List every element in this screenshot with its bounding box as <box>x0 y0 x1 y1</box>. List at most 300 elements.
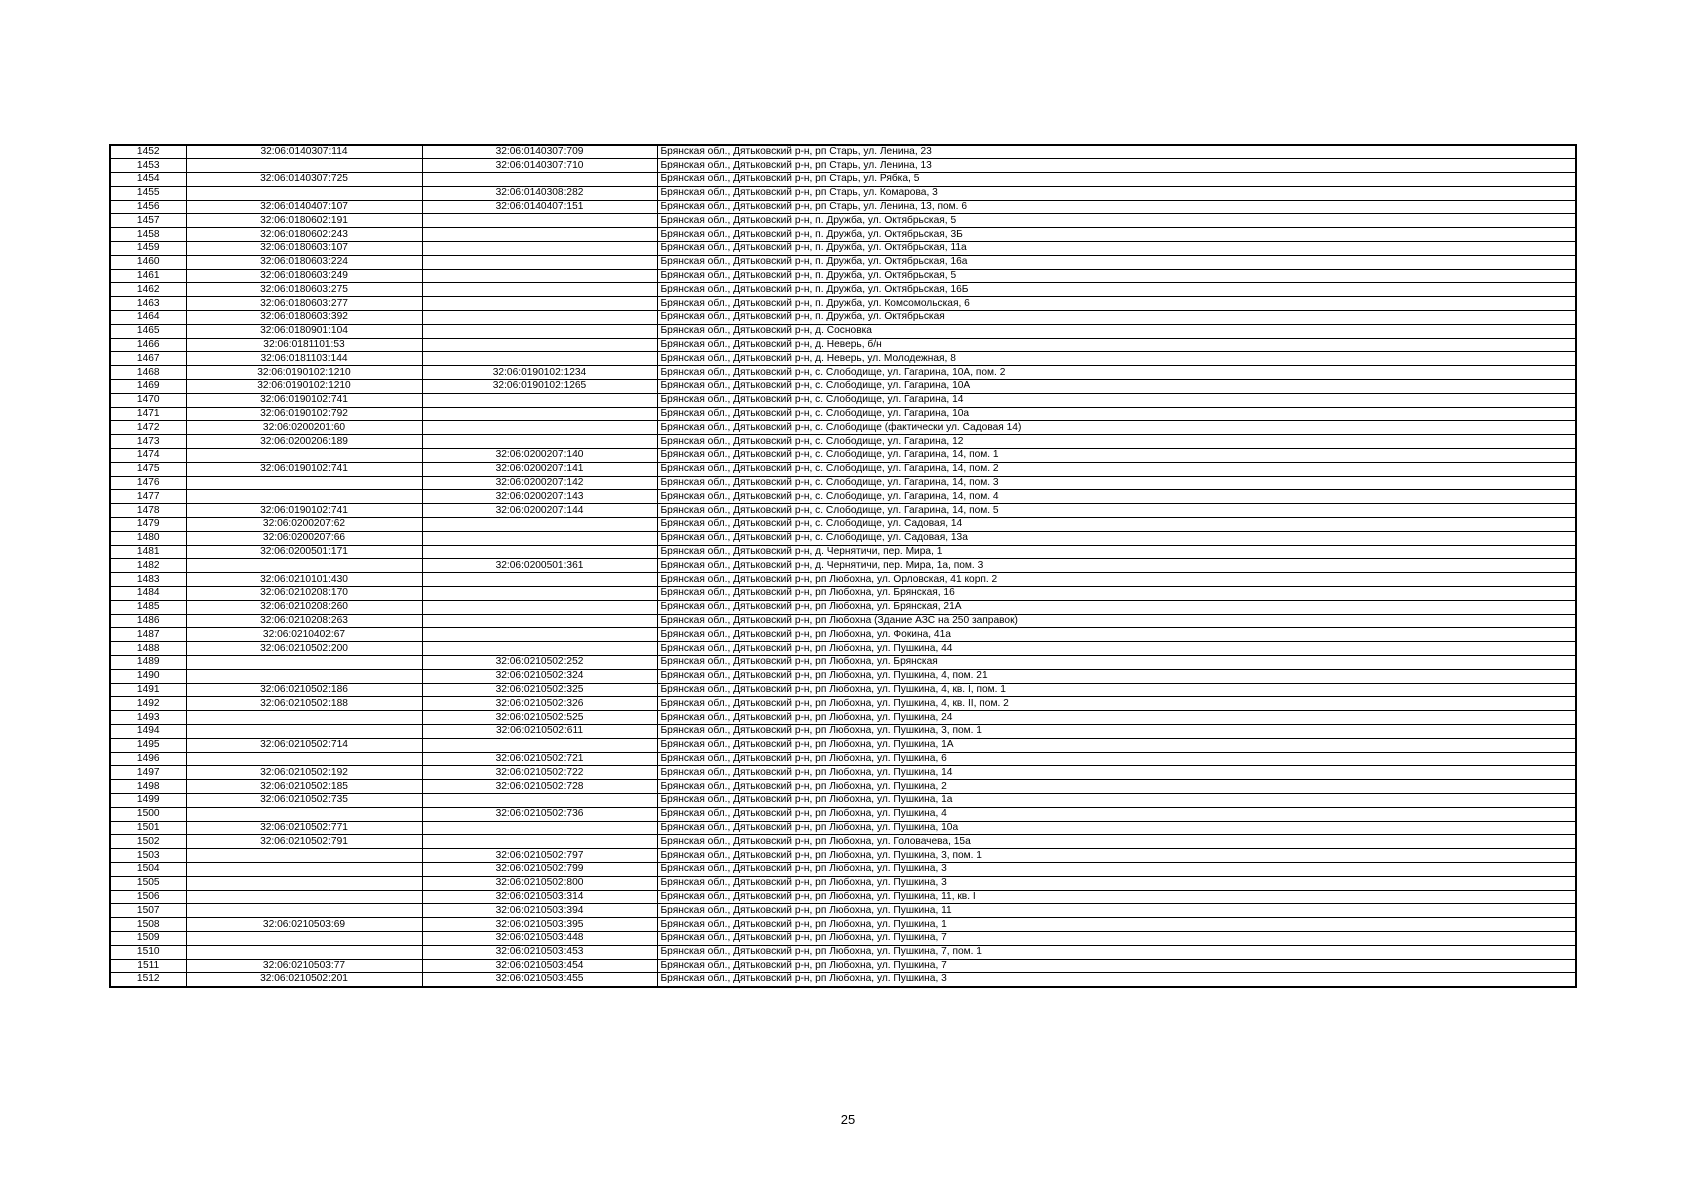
address-cell: Брянская обл., Дятьковский р-н, с. Слободище, ул. Садовая, 14 <box>657 518 1576 532</box>
land-cadastral-number-cell: 32:06:0210502:735 <box>186 793 422 807</box>
address-cell: Брянская обл., Дятьковский р-н, д. Неверь, б/н <box>657 338 1576 352</box>
address-cell: Брянская обл., Дятьковский р-н, рп Любохна, ул. Брянская <box>657 655 1576 669</box>
land-cadastral-number-cell: 32:06:0181101:53 <box>186 338 422 352</box>
table-row <box>110 283 1576 297</box>
row-number-cell: 1475 <box>110 462 186 476</box>
table-row <box>110 890 1576 904</box>
table-row <box>110 159 1576 173</box>
land-cadastral-number-cell: 32:06:0180603:107 <box>186 242 422 256</box>
address-cell: Брянская обл., Дятьковский р-н, рп Любохна, ул. Пушкина, 7 <box>657 931 1576 945</box>
address-cell: Брянская обл., Дятьковский р-н, с. Слободище, ул. Гагарина, 14, пом. 1 <box>657 449 1576 463</box>
row-number-cell: 1458 <box>110 228 186 242</box>
address-cell: Брянская обл., Дятьковский р-н, рп Любохна, ул. Пушкина, 4, кв. I, пом. 1 <box>657 683 1576 697</box>
address-cell: Брянская обл., Дятьковский р-н, рп Любохна, ул. Фокина, 41а <box>657 628 1576 642</box>
building-cadastral-number-cell: 32:06:0190102:1265 <box>422 380 657 394</box>
table-row <box>110 324 1576 338</box>
table-row <box>110 614 1576 628</box>
building-cadastral-number-cell <box>422 531 657 545</box>
row-number-cell: 1505 <box>110 876 186 890</box>
table-row <box>110 449 1576 463</box>
row-number-cell: 1498 <box>110 780 186 794</box>
land-cadastral-number-cell: 32:06:0200201:60 <box>186 421 422 435</box>
address-cell: Брянская обл., Дятьковский р-н, рп Любохна, ул. Пушкина, 4, кв. II, пом. 2 <box>657 697 1576 711</box>
row-number-cell: 1488 <box>110 642 186 656</box>
building-cadastral-number-cell <box>422 600 657 614</box>
row-number-cell: 1476 <box>110 476 186 490</box>
address-cell: Брянская обл., Дятьковский р-н, рп Любохна, ул. Брянская, 21А <box>657 600 1576 614</box>
building-cadastral-number-cell <box>422 297 657 311</box>
row-number-cell: 1478 <box>110 504 186 518</box>
land-cadastral-number-cell: 32:06:0190102:741 <box>186 504 422 518</box>
table-row <box>110 297 1576 311</box>
address-cell: Брянская обл., Дятьковский р-н, рп Любохна, ул. Пушкина, 11, кв. I <box>657 890 1576 904</box>
building-cadastral-number-cell <box>422 573 657 587</box>
land-cadastral-number-cell: 32:06:0180603:224 <box>186 255 422 269</box>
address-cell: Брянская обл., Дятьковский р-н, с. Слободище, ул. Гагарина, 14, пом. 5 <box>657 504 1576 518</box>
building-cadastral-number-cell <box>422 407 657 421</box>
land-cadastral-number-cell: 32:06:0180603:277 <box>186 297 422 311</box>
land-cadastral-number-cell <box>186 559 422 573</box>
table-row <box>110 628 1576 642</box>
table-row <box>110 752 1576 766</box>
address-cell: Брянская обл., Дятьковский р-н, рп Старь, ул. Ленина, 13, пом. 6 <box>657 200 1576 214</box>
address-cell: Брянская обл., Дятьковский р-н, рп Любохна, ул. Пушкина, 4 <box>657 807 1576 821</box>
address-cell: Брянская обл., Дятьковский р-н, с. Слободище, ул. Гагарина, 10А, пом. 2 <box>657 366 1576 380</box>
land-cadastral-number-cell: 32:06:0210503:77 <box>186 959 422 973</box>
building-cadastral-number-cell: 32:06:0210502:721 <box>422 752 657 766</box>
table-row <box>110 683 1576 697</box>
table-row <box>110 835 1576 849</box>
address-cell: Брянская обл., Дятьковский р-н, рп Любохна, ул. Пушкина, 2 <box>657 780 1576 794</box>
building-cadastral-number-cell <box>422 242 657 256</box>
building-cadastral-number-cell <box>422 421 657 435</box>
row-number-cell: 1482 <box>110 559 186 573</box>
row-number-cell: 1507 <box>110 904 186 918</box>
row-number-cell: 1457 <box>110 214 186 228</box>
land-cadastral-number-cell: 32:06:0210502:185 <box>186 780 422 794</box>
land-cadastral-number-cell: 32:06:0210502:200 <box>186 642 422 656</box>
building-cadastral-number-cell <box>422 311 657 325</box>
building-cadastral-number-cell: 32:06:0200501:361 <box>422 559 657 573</box>
address-cell: Брянская обл., Дятьковский р-н, п. Дружба, ул. Октябрьская, 16Б <box>657 283 1576 297</box>
building-cadastral-number-cell: 32:06:0210502:525 <box>422 711 657 725</box>
building-cadastral-number-cell <box>422 793 657 807</box>
table-row <box>110 186 1576 200</box>
row-number-cell: 1508 <box>110 918 186 932</box>
address-cell: Брянская обл., Дятьковский р-н, рп Любохна, ул. Пушкина, 4, пом. 21 <box>657 669 1576 683</box>
building-cadastral-number-cell <box>422 393 657 407</box>
row-number-cell: 1493 <box>110 711 186 725</box>
table-row <box>110 490 1576 504</box>
row-number-cell: 1487 <box>110 628 186 642</box>
land-cadastral-number-cell: 32:06:0210402:67 <box>186 628 422 642</box>
building-cadastral-number-cell <box>422 269 657 283</box>
registry-table-body <box>110 145 1576 987</box>
address-cell: Брянская обл., Дятьковский р-н, п. Дружба, ул. Октябрьская, 3Б <box>657 228 1576 242</box>
building-cadastral-number-cell: 32:06:0200207:141 <box>422 462 657 476</box>
address-cell: Брянская обл., Дятьковский р-н, рп Любохна, ул. Пушкина, 11 <box>657 904 1576 918</box>
table-row <box>110 366 1576 380</box>
building-cadastral-number-cell <box>422 214 657 228</box>
table-row <box>110 407 1576 421</box>
land-cadastral-number-cell: 32:06:0200207:62 <box>186 518 422 532</box>
building-cadastral-number-cell <box>422 435 657 449</box>
land-cadastral-number-cell: 32:06:0210502:186 <box>186 683 422 697</box>
building-cadastral-number-cell: 32:06:0210502:797 <box>422 849 657 863</box>
land-cadastral-number-cell: 32:06:0200206:189 <box>186 435 422 449</box>
row-number-cell: 1466 <box>110 338 186 352</box>
row-number-cell: 1470 <box>110 393 186 407</box>
table-row <box>110 352 1576 366</box>
land-cadastral-number-cell <box>186 711 422 725</box>
table-row <box>110 711 1576 725</box>
land-cadastral-number-cell: 32:06:0180901:104 <box>186 324 422 338</box>
table-row <box>110 931 1576 945</box>
table-row <box>110 669 1576 683</box>
land-cadastral-number-cell: 32:06:0210101:430 <box>186 573 422 587</box>
table-row <box>110 173 1576 187</box>
row-number-cell: 1485 <box>110 600 186 614</box>
table-row <box>110 573 1576 587</box>
land-cadastral-number-cell: 32:06:0180602:191 <box>186 214 422 228</box>
row-number-cell: 1496 <box>110 752 186 766</box>
building-cadastral-number-cell: 32:06:0210503:453 <box>422 945 657 959</box>
row-number-cell: 1490 <box>110 669 186 683</box>
address-cell: Брянская обл., Дятьковский р-н, рп Любохна, ул. Пушкина, 1 <box>657 918 1576 932</box>
row-number-cell: 1502 <box>110 835 186 849</box>
land-cadastral-number-cell <box>186 186 422 200</box>
address-cell: Брянская обл., Дятьковский р-н, п. Дружба, ул. Октябрьская, 16а <box>657 255 1576 269</box>
building-cadastral-number-cell: 32:06:0190102:1234 <box>422 366 657 380</box>
land-cadastral-number-cell <box>186 449 422 463</box>
land-cadastral-number-cell <box>186 724 422 738</box>
row-number-cell: 1481 <box>110 545 186 559</box>
row-number-cell: 1474 <box>110 449 186 463</box>
address-cell: Брянская обл., Дятьковский р-н, рп Любохна, ул. Пушкина, 10а <box>657 821 1576 835</box>
building-cadastral-number-cell <box>422 835 657 849</box>
row-number-cell: 1454 <box>110 173 186 187</box>
row-number-cell: 1494 <box>110 724 186 738</box>
land-cadastral-number-cell: 32:06:0190102:1210 <box>186 366 422 380</box>
land-cadastral-number-cell: 32:06:0140407:107 <box>186 200 422 214</box>
land-cadastral-number-cell: 32:06:0210503:69 <box>186 918 422 932</box>
property-registry-table <box>109 144 1577 988</box>
building-cadastral-number-cell: 32:06:0210502:611 <box>422 724 657 738</box>
land-cadastral-number-cell: 32:06:0180603:249 <box>186 269 422 283</box>
table-row <box>110 380 1576 394</box>
building-cadastral-number-cell: 32:06:0210502:722 <box>422 766 657 780</box>
table-row <box>110 462 1576 476</box>
table-row <box>110 959 1576 973</box>
address-cell: Брянская обл., Дятьковский р-н, рп Любохна, ул. Орловская, 41 корп. 2 <box>657 573 1576 587</box>
land-cadastral-number-cell <box>186 655 422 669</box>
address-cell: Брянская обл., Дятьковский р-н, рп Любохна, ул. Пушкина, 3, пом. 1 <box>657 849 1576 863</box>
row-number-cell: 1480 <box>110 531 186 545</box>
address-cell: Брянская обл., Дятьковский р-н, с. Слободище (фактически ул. Садовая 14) <box>657 421 1576 435</box>
table-row <box>110 849 1576 863</box>
land-cadastral-number-cell: 32:06:0140307:725 <box>186 173 422 187</box>
building-cadastral-number-cell <box>422 545 657 559</box>
row-number-cell: 1495 <box>110 738 186 752</box>
row-number-cell: 1489 <box>110 655 186 669</box>
table-row <box>110 200 1576 214</box>
address-cell: Брянская обл., Дятьковский р-н, рп Любохна, ул. Головачева, 15а <box>657 835 1576 849</box>
building-cadastral-number-cell: 32:06:0140407:151 <box>422 200 657 214</box>
land-cadastral-number-cell: 32:06:0210502:714 <box>186 738 422 752</box>
row-number-cell: 1465 <box>110 324 186 338</box>
building-cadastral-number-cell: 32:06:0210503:448 <box>422 931 657 945</box>
address-cell: Брянская обл., Дятьковский р-н, рп Старь, ул. Комарова, 3 <box>657 186 1576 200</box>
address-cell: Брянская обл., Дятьковский р-н, рп Старь, ул. Рябка, 5 <box>657 173 1576 187</box>
address-cell: Брянская обл., Дятьковский р-н, п. Дружба, ул. Октябрьская, 5 <box>657 214 1576 228</box>
building-cadastral-number-cell <box>422 338 657 352</box>
table-row <box>110 214 1576 228</box>
address-cell: Брянская обл., Дятьковский р-н, п. Дружба, ул. Комсомольская, 6 <box>657 297 1576 311</box>
building-cadastral-number-cell: 32:06:0210503:454 <box>422 959 657 973</box>
land-cadastral-number-cell: 32:06:0210208:263 <box>186 614 422 628</box>
building-cadastral-number-cell: 32:06:0200207:142 <box>422 476 657 490</box>
address-cell: Брянская обл., Дятьковский р-н, рп Любохна, ул. Пушкина, 3 <box>657 862 1576 876</box>
address-cell: Брянская обл., Дятьковский р-н, рп Любохна, ул. Пушкина, 24 <box>657 711 1576 725</box>
address-cell: Брянская обл., Дятьковский р-н, д. Чернятичи, пер. Мира, 1 <box>657 545 1576 559</box>
building-cadastral-number-cell <box>422 228 657 242</box>
table-row <box>110 531 1576 545</box>
row-number-cell: 1497 <box>110 766 186 780</box>
land-cadastral-number-cell <box>186 752 422 766</box>
table-row <box>110 393 1576 407</box>
building-cadastral-number-cell <box>422 283 657 297</box>
table-row <box>110 738 1576 752</box>
table-row <box>110 766 1576 780</box>
building-cadastral-number-cell <box>422 628 657 642</box>
table-row <box>110 145 1576 159</box>
address-cell: Брянская обл., Дятьковский р-н, рп Любохна, ул. Пушкина, 1а <box>657 793 1576 807</box>
land-cadastral-number-cell: 32:06:0210502:188 <box>186 697 422 711</box>
building-cadastral-number-cell: 32:06:0210502:252 <box>422 655 657 669</box>
building-cadastral-number-cell: 32:06:0210502:736 <box>422 807 657 821</box>
table-row <box>110 518 1576 532</box>
land-cadastral-number-cell: 32:06:0190102:1210 <box>186 380 422 394</box>
row-number-cell: 1456 <box>110 200 186 214</box>
table-row <box>110 945 1576 959</box>
address-cell: Брянская обл., Дятьковский р-н, рп Любохна, ул. Пушкина, 3 <box>657 973 1576 987</box>
address-cell: Брянская обл., Дятьковский р-н, с. Слободище, ул. Гагарина, 10А <box>657 380 1576 394</box>
table-row <box>110 904 1576 918</box>
building-cadastral-number-cell <box>422 324 657 338</box>
row-number-cell: 1484 <box>110 587 186 601</box>
address-cell: Брянская обл., Дятьковский р-н, п. Дружба, ул. Октябрьская, 5 <box>657 269 1576 283</box>
building-cadastral-number-cell <box>422 173 657 187</box>
building-cadastral-number-cell <box>422 738 657 752</box>
land-cadastral-number-cell: 32:06:0210502:771 <box>186 821 422 835</box>
land-cadastral-number-cell <box>186 862 422 876</box>
row-number-cell: 1473 <box>110 435 186 449</box>
address-cell: Брянская обл., Дятьковский р-н, рп Любохна (Здание АЗС на 250 заправок) <box>657 614 1576 628</box>
building-cadastral-number-cell <box>422 821 657 835</box>
building-cadastral-number-cell <box>422 352 657 366</box>
table-row <box>110 559 1576 573</box>
table-row <box>110 821 1576 835</box>
address-cell: Брянская обл., Дятьковский р-н, рп Любохна, ул. Пушкина, 44 <box>657 642 1576 656</box>
row-number-cell: 1464 <box>110 311 186 325</box>
row-number-cell: 1455 <box>110 186 186 200</box>
row-number-cell: 1492 <box>110 697 186 711</box>
address-cell: Брянская обл., Дятьковский р-н, рп Любохна, ул. Пушкина, 3, пом. 1 <box>657 724 1576 738</box>
table-row <box>110 918 1576 932</box>
table-row <box>110 476 1576 490</box>
table-row <box>110 228 1576 242</box>
land-cadastral-number-cell <box>186 669 422 683</box>
table-row <box>110 421 1576 435</box>
building-cadastral-number-cell <box>422 518 657 532</box>
table-row <box>110 807 1576 821</box>
row-number-cell: 1468 <box>110 366 186 380</box>
row-number-cell: 1483 <box>110 573 186 587</box>
address-cell: Брянская обл., Дятьковский р-н, рп Любохна, ул. Пушкина, 6 <box>657 752 1576 766</box>
address-cell: Брянская обл., Дятьковский р-н, д. Сосновка <box>657 324 1576 338</box>
land-cadastral-number-cell <box>186 807 422 821</box>
building-cadastral-number-cell: 32:06:0210502:800 <box>422 876 657 890</box>
table-row <box>110 269 1576 283</box>
row-number-cell: 1463 <box>110 297 186 311</box>
building-cadastral-number-cell: 32:06:0210502:799 <box>422 862 657 876</box>
building-cadastral-number-cell: 32:06:0200207:140 <box>422 449 657 463</box>
address-cell: Брянская обл., Дятьковский р-н, рп Старь, ул. Ленина, 13 <box>657 159 1576 173</box>
row-number-cell: 1512 <box>110 973 186 987</box>
row-number-cell: 1472 <box>110 421 186 435</box>
row-number-cell: 1509 <box>110 931 186 945</box>
building-cadastral-number-cell: 32:06:0210503:314 <box>422 890 657 904</box>
table-row <box>110 655 1576 669</box>
building-cadastral-number-cell <box>422 614 657 628</box>
table-row <box>110 724 1576 738</box>
row-number-cell: 1479 <box>110 518 186 532</box>
land-cadastral-number-cell: 32:06:0180603:275 <box>186 283 422 297</box>
address-cell: Брянская обл., Дятьковский р-н, рп Любохна, ул. Пушкина, 3 <box>657 876 1576 890</box>
table-row <box>110 255 1576 269</box>
land-cadastral-number-cell <box>186 476 422 490</box>
land-cadastral-number-cell: 32:06:0190102:792 <box>186 407 422 421</box>
table-row <box>110 876 1576 890</box>
building-cadastral-number-cell: 32:06:0210502:325 <box>422 683 657 697</box>
land-cadastral-number-cell <box>186 890 422 904</box>
table-row <box>110 338 1576 352</box>
land-cadastral-number-cell <box>186 945 422 959</box>
row-number-cell: 1500 <box>110 807 186 821</box>
building-cadastral-number-cell: 32:06:0140307:710 <box>422 159 657 173</box>
page-number: 25 <box>840 1112 856 1127</box>
land-cadastral-number-cell <box>186 159 422 173</box>
land-cadastral-number-cell: 32:06:0190102:741 <box>186 393 422 407</box>
address-cell: Брянская обл., Дятьковский р-н, с. Слободище, ул. Гагарина, 14 <box>657 393 1576 407</box>
address-cell: Брянская обл., Дятьковский р-н, п. Дружба, ул. Октябрьская, 11а <box>657 242 1576 256</box>
address-cell: Брянская обл., Дятьковский р-н, рп Любохна, ул. Пушкина, 1А <box>657 738 1576 752</box>
row-number-cell: 1461 <box>110 269 186 283</box>
row-number-cell: 1452 <box>110 145 186 159</box>
address-cell: Брянская обл., Дятьковский р-н, рп Старь, ул. Ленина, 23 <box>657 145 1576 159</box>
row-number-cell: 1471 <box>110 407 186 421</box>
table-row <box>110 780 1576 794</box>
building-cadastral-number-cell: 32:06:0210503:455 <box>422 973 657 987</box>
table-row <box>110 697 1576 711</box>
building-cadastral-number-cell <box>422 642 657 656</box>
address-cell: Брянская обл., Дятьковский р-н, с. Слободище, ул. Гагарина, 12 <box>657 435 1576 449</box>
row-number-cell: 1499 <box>110 793 186 807</box>
land-cadastral-number-cell: 32:06:0210208:260 <box>186 600 422 614</box>
row-number-cell: 1460 <box>110 255 186 269</box>
land-cadastral-number-cell <box>186 876 422 890</box>
land-cadastral-number-cell <box>186 490 422 504</box>
address-cell: Брянская обл., Дятьковский р-н, рп Любохна, ул. Пушкина, 7, пом. 1 <box>657 945 1576 959</box>
address-cell: Брянская обл., Дятьковский р-н, с. Слободище, ул. Гагарина, 10а <box>657 407 1576 421</box>
building-cadastral-number-cell <box>422 587 657 601</box>
row-number-cell: 1467 <box>110 352 186 366</box>
address-cell: Брянская обл., Дятьковский р-н, рп Любохна, ул. Пушкина, 7 <box>657 959 1576 973</box>
land-cadastral-number-cell: 32:06:0200207:66 <box>186 531 422 545</box>
row-number-cell: 1469 <box>110 380 186 394</box>
land-cadastral-number-cell <box>186 904 422 918</box>
address-cell: Брянская обл., Дятьковский р-н, д. Чернятичи, пер. Мира, 1а, пом. 3 <box>657 559 1576 573</box>
building-cadastral-number-cell: 32:06:0200207:143 <box>422 490 657 504</box>
address-cell: Брянская обл., Дятьковский р-н, д. Неверь, ул. Молодежная, 8 <box>657 352 1576 366</box>
building-cadastral-number-cell: 32:06:0210503:395 <box>422 918 657 932</box>
building-cadastral-number-cell: 32:06:0210502:326 <box>422 697 657 711</box>
table-row <box>110 793 1576 807</box>
land-cadastral-number-cell <box>186 849 422 863</box>
table-row <box>110 862 1576 876</box>
land-cadastral-number-cell: 32:06:0140307:114 <box>186 145 422 159</box>
address-cell: Брянская обл., Дятьковский р-н, с. Слободище, ул. Гагарина, 14, пом. 3 <box>657 476 1576 490</box>
land-cadastral-number-cell: 32:06:0180603:392 <box>186 311 422 325</box>
address-cell: Брянская обл., Дятьковский р-н, рп Любохна, ул. Пушкина, 14 <box>657 766 1576 780</box>
land-cadastral-number-cell: 32:06:0210208:170 <box>186 587 422 601</box>
row-number-cell: 1501 <box>110 821 186 835</box>
building-cadastral-number-cell: 32:06:0210502:728 <box>422 780 657 794</box>
building-cadastral-number-cell: 32:06:0200207:144 <box>422 504 657 518</box>
row-number-cell: 1486 <box>110 614 186 628</box>
land-cadastral-number-cell: 32:06:0210502:791 <box>186 835 422 849</box>
land-cadastral-number-cell: 32:06:0190102:741 <box>186 462 422 476</box>
table-row <box>110 504 1576 518</box>
address-cell: Брянская обл., Дятьковский р-н, с. Слободище, ул. Гагарина, 14, пом. 2 <box>657 462 1576 476</box>
row-number-cell: 1459 <box>110 242 186 256</box>
land-cadastral-number-cell <box>186 931 422 945</box>
row-number-cell: 1506 <box>110 890 186 904</box>
table-row <box>110 242 1576 256</box>
building-cadastral-number-cell: 32:06:0210503:394 <box>422 904 657 918</box>
building-cadastral-number-cell: 32:06:0140308:282 <box>422 186 657 200</box>
address-cell: Брянская обл., Дятьковский р-н, п. Дружба, ул. Октябрьская <box>657 311 1576 325</box>
table-row <box>110 600 1576 614</box>
row-number-cell: 1511 <box>110 959 186 973</box>
building-cadastral-number-cell: 32:06:0140307:709 <box>422 145 657 159</box>
row-number-cell: 1477 <box>110 490 186 504</box>
table-row <box>110 973 1576 987</box>
row-number-cell: 1504 <box>110 862 186 876</box>
row-number-cell: 1503 <box>110 849 186 863</box>
building-cadastral-number-cell <box>422 255 657 269</box>
address-cell: Брянская обл., Дятьковский р-н, рп Любохна, ул. Брянская, 16 <box>657 587 1576 601</box>
land-cadastral-number-cell: 32:06:0180602:243 <box>186 228 422 242</box>
land-cadastral-number-cell: 32:06:0210502:192 <box>186 766 422 780</box>
row-number-cell: 1453 <box>110 159 186 173</box>
land-cadastral-number-cell: 32:06:0181103:144 <box>186 352 422 366</box>
table-row <box>110 587 1576 601</box>
address-cell: Брянская обл., Дятьковский р-н, с. Слободище, ул. Садовая, 13а <box>657 531 1576 545</box>
row-number-cell: 1510 <box>110 945 186 959</box>
row-number-cell: 1491 <box>110 683 186 697</box>
land-cadastral-number-cell: 32:06:0210502:201 <box>186 973 422 987</box>
